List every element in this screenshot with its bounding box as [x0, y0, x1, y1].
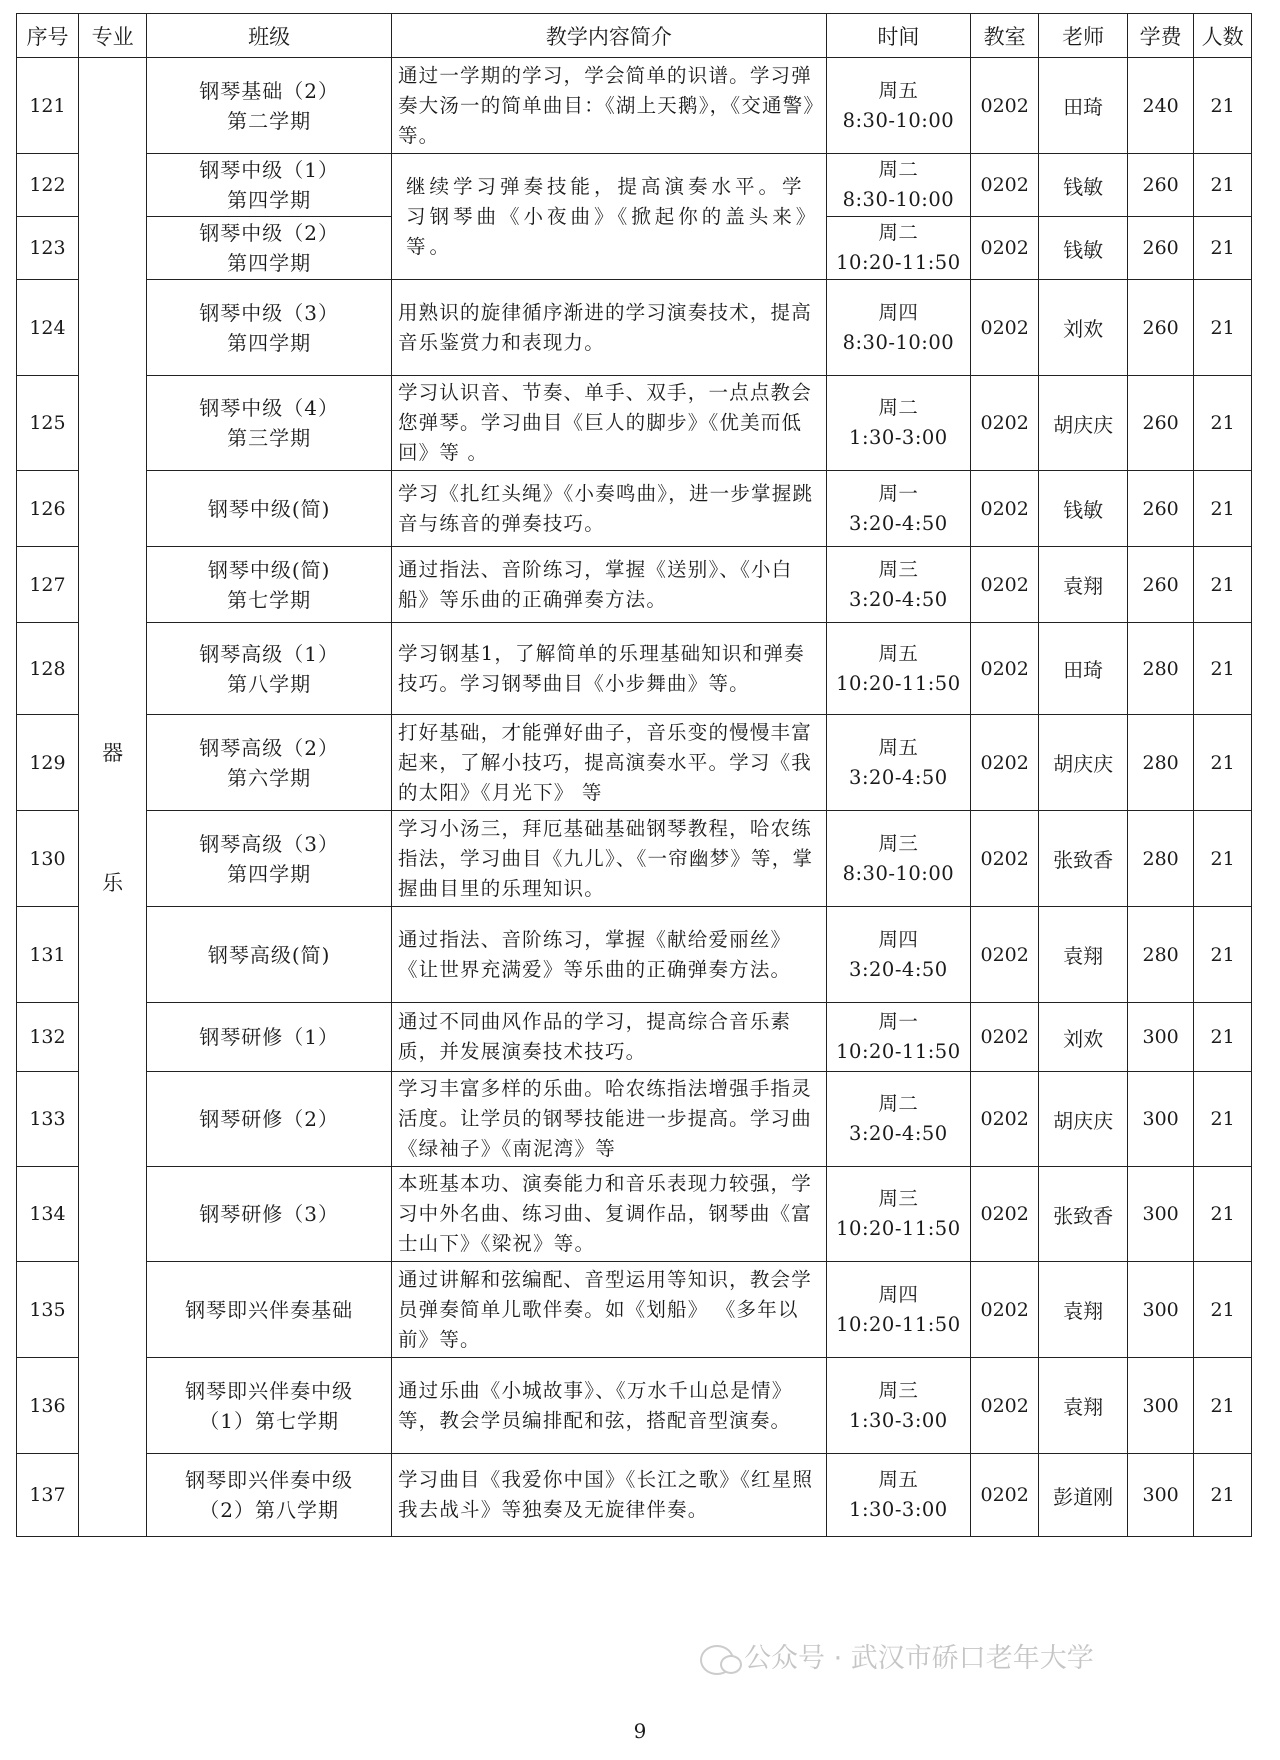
class-hours: 10:20-11:50	[836, 251, 961, 274]
tuition-fee: 260	[1128, 280, 1194, 376]
course-description: 学习《扎红头绳》《小奏鸣曲》，进一步掌握跳音与练音的弹奏技巧。	[391, 471, 826, 547]
student-count: 21	[1194, 811, 1252, 907]
row-id: 123	[17, 217, 79, 280]
student-count: 21	[1194, 1454, 1252, 1537]
class-hours: 3:20-4:50	[849, 765, 948, 789]
major-spacer	[79, 767, 146, 867]
class-name-line: 钢琴中级（1）	[199, 158, 339, 182]
class-hours: 10:20-11:50	[836, 1217, 961, 1240]
classroom: 0202	[970, 58, 1038, 154]
row-id: 126	[17, 471, 79, 547]
table-row	[17, 154, 1252, 217]
course-description: 通过乐曲《小城故事》、《万水千山总是情》等，教会学员编排配和弦，搭配音型演奏。	[391, 1358, 826, 1454]
tuition-fee: 260	[1128, 217, 1194, 280]
teacher: 刘欢	[1039, 1003, 1128, 1072]
class-time	[826, 1072, 970, 1167]
classroom: 0202	[970, 1454, 1038, 1537]
class-hours: 10:20-11:50	[836, 1040, 961, 1063]
class-name	[147, 154, 392, 217]
row-id: 135	[17, 1262, 79, 1358]
classroom: 0202	[970, 1262, 1038, 1358]
class-time	[826, 1262, 970, 1358]
class-hours: 8:30-10:00	[842, 330, 955, 354]
classroom: 0202	[970, 376, 1038, 471]
row-id: 128	[17, 623, 79, 715]
course-description: 通过不同曲风作品的学习，提高综合音乐素质，并发展演奏技术技巧。	[391, 1003, 826, 1072]
row-id: 124	[17, 280, 79, 376]
course-description: 打好基础，才能弹好曲子，音乐变的慢慢丰富起来，了解小技巧，提高演奏水平。学习《我的太阳》《月光下》 等	[391, 715, 826, 811]
row-id: 137	[17, 1454, 79, 1537]
teacher: 钱敏	[1039, 471, 1128, 547]
class-weekday: 周二	[878, 1092, 919, 1115]
teacher: 彭道刚	[1039, 1454, 1128, 1537]
class-hours: 8:30-10:00	[842, 861, 955, 885]
teacher: 张致香	[1039, 1167, 1128, 1262]
class-hours: 3:20-4:50	[849, 587, 948, 611]
class-weekday: 周一	[878, 481, 919, 505]
table-row	[17, 1167, 1252, 1262]
class-weekday: 周四	[878, 300, 919, 324]
class-name-line: 钢琴中级(简)	[207, 496, 331, 521]
row-id: 127	[17, 547, 79, 623]
class-name-line: 钢琴中级（4）	[199, 396, 339, 420]
class-name-line: 钢琴基础（2）	[199, 78, 339, 103]
course-description: 通过一学期的学习，学会简单的识谱。学习弹奏大汤一的简单曲目：《湖上天鹅》，《交通警》等。	[391, 58, 826, 154]
class-hours: 8:30-10:00	[842, 188, 955, 211]
class-hours: 1:30-3:00	[849, 426, 948, 449]
class-name-line: 钢琴研修（2）	[199, 1107, 339, 1131]
student-count: 21	[1194, 1072, 1252, 1167]
teacher: 袁翔	[1039, 547, 1128, 623]
classroom: 0202	[970, 154, 1038, 217]
wechat-icon	[700, 1645, 734, 1675]
class-name-line: 钢琴即兴伴奏中级	[185, 1468, 354, 1492]
class-name-line: 钢琴中级（3）	[199, 300, 339, 325]
class-hours: 10:20-11:50	[836, 671, 961, 695]
course-description: 学习钢基1，了解简单的乐理基础知识和弹奏技巧。学习钢琴曲目《小步舞曲》等。	[391, 623, 826, 715]
table-row	[17, 471, 1252, 547]
class-name-line: 第六学期	[227, 765, 312, 790]
student-count: 21	[1194, 471, 1252, 547]
class-weekday: 周五	[878, 735, 919, 759]
class-time	[826, 1454, 970, 1537]
class-name	[147, 623, 392, 715]
class-name	[147, 58, 392, 154]
student-count: 21	[1194, 58, 1252, 154]
table-row	[17, 280, 1252, 376]
watermark	[700, 1636, 1250, 1676]
class-name	[147, 217, 392, 280]
class-weekday: 周二	[878, 158, 919, 181]
tuition-fee: 300	[1128, 1454, 1194, 1537]
class-name	[147, 811, 392, 907]
header-class: 班级	[147, 14, 392, 58]
header-room: 教室	[970, 14, 1038, 58]
class-hours: 3:20-4:50	[849, 1122, 948, 1145]
student-count: 21	[1194, 1167, 1252, 1262]
class-weekday: 周二	[878, 221, 919, 244]
table-row	[17, 1358, 1252, 1454]
course-description: 学习丰富多样的乐曲。哈农练指法增强手指灵活度。让学员的钢琴技能进一步提高。学习曲《绿袖子》《南泥湾》等	[391, 1072, 826, 1167]
class-name-line: （2）第八学期	[199, 1498, 339, 1522]
class-weekday: 周二	[878, 396, 919, 419]
teacher: 田琦	[1039, 623, 1128, 715]
class-name	[147, 1262, 392, 1358]
class-name-line: 第四学期	[227, 330, 312, 355]
class-time	[826, 547, 970, 623]
teacher: 袁翔	[1039, 1358, 1128, 1454]
class-time	[826, 280, 970, 376]
tuition-fee: 300	[1128, 1003, 1194, 1072]
row-id: 134	[17, 1167, 79, 1262]
classroom: 0202	[970, 1003, 1038, 1072]
row-id: 122	[17, 154, 79, 217]
classroom: 0202	[970, 280, 1038, 376]
tuition-fee: 300	[1128, 1262, 1194, 1358]
class-name	[147, 907, 392, 1003]
student-count: 21	[1194, 623, 1252, 715]
tuition-fee: 300	[1128, 1167, 1194, 1262]
class-name-line: 钢琴研修（1）	[199, 1025, 339, 1049]
table-row	[17, 58, 1252, 154]
class-time	[826, 471, 970, 547]
class-weekday: 周三	[878, 557, 919, 581]
class-name-line: 钢琴即兴伴奏中级	[185, 1378, 354, 1403]
row-id: 136	[17, 1358, 79, 1454]
class-name-line: 第四学期	[227, 861, 312, 886]
table-row	[17, 1003, 1252, 1072]
watermark-text: 公众号 · 武汉市硚口老年大学	[744, 1643, 1094, 1674]
class-name-line: 钢琴高级（3）	[199, 831, 339, 856]
class-time	[826, 376, 970, 471]
classroom: 0202	[970, 217, 1038, 280]
class-name-line: 第八学期	[227, 671, 312, 696]
class-name-line: 钢琴中级（2）	[199, 221, 339, 245]
header-teacher: 老师	[1039, 14, 1128, 58]
class-hours: 1:30-3:00	[849, 1498, 948, 1521]
row-id: 132	[17, 1003, 79, 1072]
tuition-fee: 240	[1128, 58, 1194, 154]
class-time	[826, 1167, 970, 1262]
class-weekday: 周三	[878, 1378, 919, 1402]
table-row	[17, 1072, 1252, 1167]
tuition-fee: 300	[1128, 1072, 1194, 1167]
header-fee: 学费	[1128, 14, 1194, 58]
student-count: 21	[1194, 907, 1252, 1003]
class-name	[147, 715, 392, 811]
row-id: 129	[17, 715, 79, 811]
row-id: 130	[17, 811, 79, 907]
table-row	[17, 1454, 1252, 1537]
class-name	[147, 547, 392, 623]
class-time	[826, 154, 970, 217]
table-body	[17, 58, 1252, 1537]
class-weekday: 周四	[878, 927, 919, 951]
tuition-fee: 300	[1128, 1358, 1194, 1454]
class-name-line: 第二学期	[227, 108, 312, 133]
class-name	[147, 471, 392, 547]
header-description: 教学内容简介	[391, 14, 826, 58]
class-hours: 1:30-3:00	[849, 1408, 948, 1432]
course-description: 学习曲目《我爱你中国》《长江之歌》《红星照我去战斗》等独奏及无旋律伴奏。	[391, 1454, 826, 1537]
class-name-line: 第四学期	[227, 251, 312, 275]
course-description: 通过指法、音阶练习，掌握《送别》、《小白船》等乐曲的正确弹奏方法。	[391, 547, 826, 623]
table-header-row	[17, 14, 1252, 58]
class-time	[826, 1003, 970, 1072]
class-weekday: 周三	[878, 831, 919, 855]
classroom: 0202	[970, 471, 1038, 547]
table-row	[17, 547, 1252, 623]
tuition-fee: 260	[1128, 376, 1194, 471]
student-count: 21	[1194, 154, 1252, 217]
teacher: 袁翔	[1039, 1262, 1128, 1358]
classroom: 0202	[970, 811, 1038, 907]
classroom: 0202	[970, 907, 1038, 1003]
teacher: 钱敏	[1039, 217, 1128, 280]
class-hours: 3:20-4:50	[849, 511, 948, 535]
page-number: 9	[633, 1719, 647, 1743]
student-count: 21	[1194, 376, 1252, 471]
class-name	[147, 1454, 392, 1537]
class-time	[826, 811, 970, 907]
classroom: 0202	[970, 1358, 1038, 1454]
header-id: 序号	[17, 14, 79, 58]
classroom: 0202	[970, 1167, 1038, 1262]
class-hours: 8:30-10:00	[842, 108, 955, 132]
row-id: 133	[17, 1072, 79, 1167]
row-id: 121	[17, 58, 79, 154]
tuition-fee: 280	[1128, 811, 1194, 907]
class-name-line: 钢琴即兴伴奏基础	[185, 1297, 354, 1322]
table-row	[17, 907, 1252, 1003]
classroom: 0202	[970, 547, 1038, 623]
student-count: 21	[1194, 1358, 1252, 1454]
classroom: 0202	[970, 623, 1038, 715]
teacher: 刘欢	[1039, 280, 1128, 376]
row-id: 131	[17, 907, 79, 1003]
course-description: 用熟识的旋律循序渐进的学习演奏技术，提高音乐鉴赏力和表现力。	[391, 280, 826, 376]
class-name-line: 第七学期	[227, 587, 312, 612]
class-name-line: 第四学期	[227, 188, 312, 212]
course-description: 本班基本功、演奏能力和音乐表现力较强，学习中外名曲、练习曲、复调作品，钢琴曲《富士山下》《梁祝》等。	[391, 1167, 826, 1262]
class-weekday: 周五	[878, 641, 919, 665]
major-char: 乐	[102, 871, 124, 895]
table-row	[17, 376, 1252, 471]
student-count: 21	[1194, 1003, 1252, 1072]
class-name-line: 钢琴高级（1）	[199, 641, 339, 666]
class-time	[826, 58, 970, 154]
header-count: 人数	[1194, 14, 1252, 58]
course-schedule-sheet	[16, 13, 1252, 1537]
tuition-fee: 280	[1128, 715, 1194, 811]
student-count: 21	[1194, 715, 1252, 811]
course-description: 通过讲解和弦编配、音型运用等知识，教会学员弹奏简单儿歌伴奏。如《划船》 《多年以前》等。	[391, 1262, 826, 1358]
major-char: 器	[102, 741, 124, 765]
class-name-line: （1）第七学期	[199, 1408, 339, 1433]
tuition-fee: 260	[1128, 547, 1194, 623]
class-time	[826, 217, 970, 280]
teacher: 钱敏	[1039, 154, 1128, 217]
student-count: 21	[1194, 280, 1252, 376]
class-time	[826, 1358, 970, 1454]
classroom: 0202	[970, 715, 1038, 811]
class-weekday: 周四	[878, 1282, 919, 1306]
class-name-line: 钢琴中级(简)	[207, 557, 331, 582]
class-name	[147, 1072, 392, 1167]
class-time	[826, 907, 970, 1003]
course-description: 学习小汤三，拜厄基础基础钢琴教程，哈农练指法，学习曲目《九儿》、《一帘幽梦》等，掌握曲目里的乐理知识。	[391, 811, 826, 907]
tuition-fee: 280	[1128, 907, 1194, 1003]
class-weekday: 周一	[878, 1010, 919, 1033]
teacher: 胡庆庆	[1039, 1072, 1128, 1167]
tuition-fee: 280	[1128, 623, 1194, 715]
class-hours: 3:20-4:50	[849, 957, 948, 981]
class-name	[147, 1358, 392, 1454]
teacher: 袁翔	[1039, 907, 1128, 1003]
course-description: 通过指法、音阶练习，掌握《献给爱丽丝》《让世界充满爱》等乐曲的正确弹奏方法。	[391, 907, 826, 1003]
tuition-fee: 260	[1128, 471, 1194, 547]
teacher: 张致香	[1039, 811, 1128, 907]
class-name-line: 钢琴高级（2）	[199, 735, 339, 760]
class-name	[147, 376, 392, 471]
teacher: 胡庆庆	[1039, 376, 1128, 471]
course-description: 继续学习弹奏技能，提高演奏水平。学习钢琴曲《小夜曲》《掀起你的盖头来》等。	[391, 154, 826, 280]
class-weekday: 周五	[878, 1468, 919, 1491]
student-count: 21	[1194, 217, 1252, 280]
class-name-line: 钢琴高级(简)	[207, 942, 331, 967]
table-row	[17, 1262, 1252, 1358]
header-time: 时间	[826, 14, 970, 58]
class-name	[147, 1167, 392, 1262]
header-major: 专业	[78, 14, 146, 58]
class-name-line: 钢琴研修（3）	[199, 1202, 339, 1226]
classroom: 0202	[970, 1072, 1038, 1167]
table-row	[17, 811, 1252, 907]
class-weekday: 周五	[878, 78, 919, 102]
class-name-line: 第三学期	[227, 426, 312, 450]
teacher: 胡庆庆	[1039, 715, 1128, 811]
tuition-fee: 260	[1128, 154, 1194, 217]
student-count: 21	[1194, 547, 1252, 623]
class-time	[826, 715, 970, 811]
class-time	[826, 623, 970, 715]
table-row	[17, 715, 1252, 811]
course-description: 学习认识音、节奏、单手、双手，一点点教会您弹琴。学习曲目《巨人的脚步》《优美而低回》等 。	[391, 376, 826, 471]
teacher: 田琦	[1039, 58, 1128, 154]
student-count: 21	[1194, 1262, 1252, 1358]
table-row	[17, 623, 1252, 715]
class-name	[147, 280, 392, 376]
row-id: 125	[17, 376, 79, 471]
major-cell	[78, 58, 146, 1537]
class-weekday: 周三	[878, 1187, 919, 1210]
course-table	[16, 13, 1252, 1537]
class-name	[147, 1003, 392, 1072]
class-hours: 10:20-11:50	[836, 1312, 961, 1336]
